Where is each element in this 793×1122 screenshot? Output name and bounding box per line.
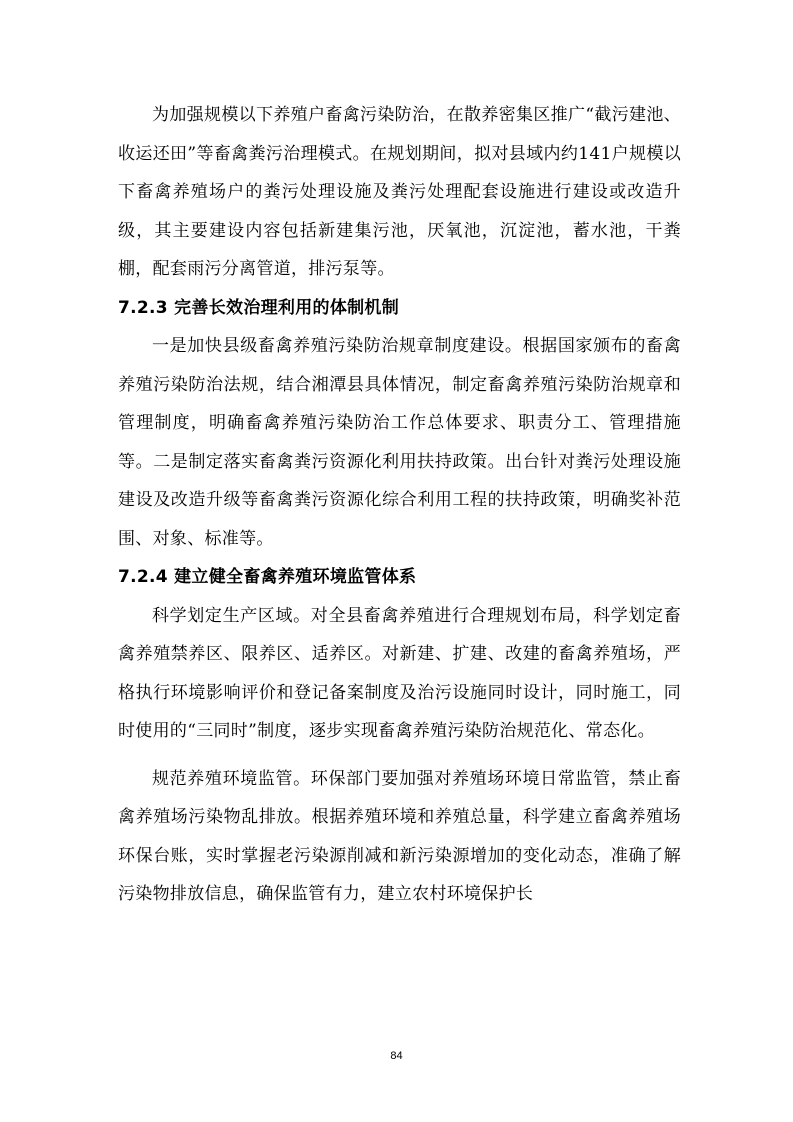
document-body (118, 96, 681, 914)
paragraph-gap (118, 751, 681, 760)
paragraph-regulations: 一是加快县级畜禽养殖污染防治规章制度建设。根据国家颁布的畜禽养殖污染防治法规，结合湘潭县具体情况，制定畜禽养殖污染防治规章和管理制度，明确畜禽养殖污染防治工作总体要求、职责分工、管理措施等。二是制定落实畜禽粪污资源化利用扶持政策。出台针对粪污处理设施建设及改造升级等畜禽粪污资源化综合利用工程的扶持政策，明确奖补范围、对象、标准等。 (118, 336, 681, 549)
section-heading-7-2-3: 7.2.3 完善长效治理利用的体制机制 (118, 297, 400, 318)
page-number: 84 (390, 1050, 403, 1062)
paragraph-production-zoning: 科学划定生产区域。对全县畜禽养殖进行合理规划布局，科学划定畜禽养殖禁养区、限养区、适养区。对新建、扩建、改建的畜禽养殖场，严格执行环境影响评价和登记备案制度及治污设施同时设计，同时施工，同时使用的“三同时”制度，逐步实现畜禽养殖污染防治规范化、常态化。 (118, 605, 681, 741)
paragraph-environmental-supervision: 规范养殖环境监管。环保部门要加强对养殖场环境日常监管，禁止畜禽养殖场污染物乱排放。根据养殖环境和养殖总量，科学建立畜禽养殖场环保台账，实时掌握老污染源削减和新污染源增加的变化动态，准确了解污染物排放信息，确保监管有力，建立农村环境保护长 (118, 768, 681, 904)
paragraph-scattered-farming: 为加强规模以下养殖户畜禽污染防治，在散养密集区推广“截污建池、收运还田”等畜禽粪污治理模式。在规划期间，拟对县域内约141户规模以下畜禽养殖场户的粪污处理设施及粪污处理配套设施进行建设或改造升级，其主要建设内容包括新建集污池，厌氧池，沉淀池，蓄水池，干粪棚，配套雨污分离管道，排污泵等。 (118, 105, 681, 279)
section-heading-7-2-4: 7.2.4 建立健全畜禽养殖环境监管体系 (118, 567, 417, 587)
